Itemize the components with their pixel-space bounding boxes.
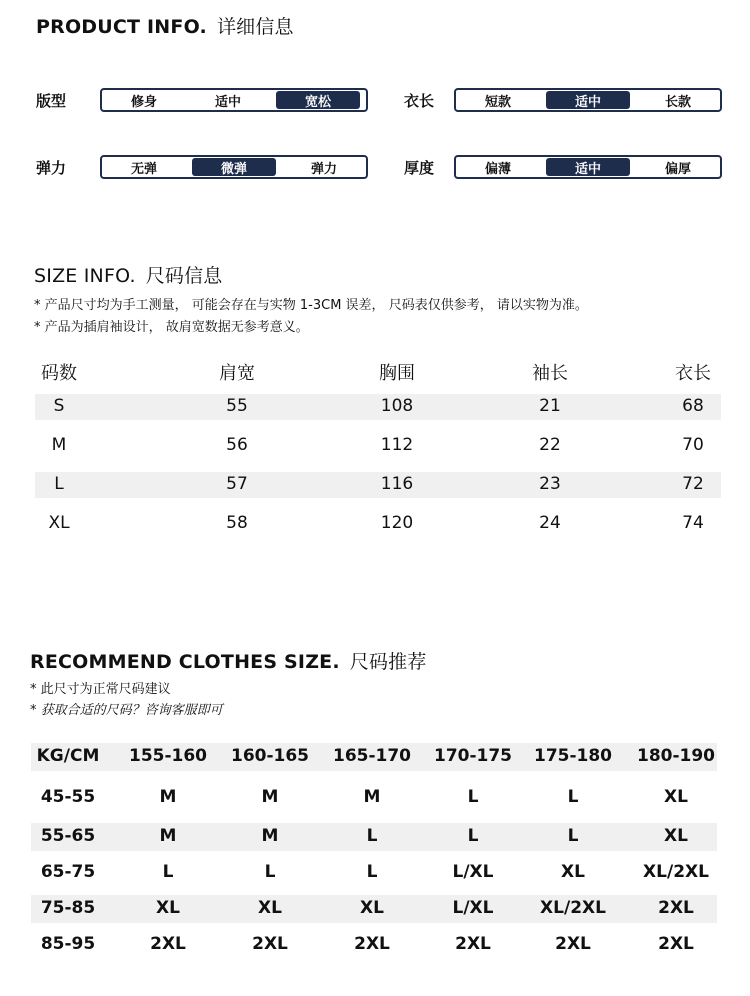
size-cell: 72 — [682, 474, 704, 494]
size-note: * 产品为插肩袖设计， 故肩宽数据无参考意义。 — [34, 320, 309, 335]
attribute-option: 长款 — [664, 94, 691, 110]
attribute-segment-control — [454, 88, 722, 112]
recommend-header-cell: 155-160 — [128, 746, 208, 766]
recommend-title-cn: 尺码推荐 — [349, 651, 427, 673]
recommend-weight-cell: 85-95 — [40, 934, 96, 954]
attribute-label: 衣长 — [404, 92, 435, 110]
attribute-segment-control — [454, 155, 722, 179]
size-cell: 70 — [682, 435, 704, 455]
attribute-option: 偏薄 — [484, 161, 511, 177]
size-header-cell: 肩宽 — [219, 363, 255, 384]
recommend-weight-cell: 55-65 — [40, 826, 96, 846]
recommend-size-cell: XL — [156, 898, 180, 918]
size-cell: 120 — [380, 513, 414, 533]
recommend-note: * 获取合适的尺码？咨询客服即可 — [30, 703, 223, 718]
recommend-header-cell: 170-175 — [433, 746, 513, 766]
recommend-size-cell: L — [467, 787, 479, 807]
attribute-option: 修身 — [130, 94, 157, 110]
attribute-option-selected: 微弹 — [192, 158, 276, 176]
recommend-size-cell: L/XL — [452, 898, 494, 918]
recommend-size-cell: 2XL — [658, 934, 694, 954]
attribute-label: 厚度 — [404, 159, 435, 177]
recommend-size-cell: XL — [664, 826, 688, 846]
size-cell: L — [54, 474, 64, 494]
attribute-option: 适中 — [214, 94, 241, 110]
recommend-size-cell: 2XL — [252, 934, 288, 954]
recommend-header-cell: 160-165 — [230, 746, 310, 766]
attribute-segment-control — [100, 155, 368, 179]
attribute-option: 无弹 — [130, 161, 157, 177]
recommend-size-cell: L — [467, 826, 479, 846]
recommend-size-cell: XL — [360, 898, 384, 918]
attribute-option: 弹力 — [310, 161, 337, 177]
recommend-weight-cell: 65-75 — [40, 862, 96, 882]
recommend-size-cell: L — [366, 862, 378, 882]
recommend-header-cell: 180-190 — [636, 746, 716, 766]
size-cell: 55 — [226, 396, 248, 416]
attribute-option-selected: 适中 — [546, 158, 630, 176]
attribute-option-selected: 适中 — [546, 91, 630, 109]
attribute-option: 偏厚 — [664, 161, 691, 177]
size-header-cell: 码数 — [41, 363, 77, 384]
recommend-size-cell: M — [261, 826, 279, 846]
recommend-size-cell: 2XL — [455, 934, 491, 954]
recommend-size-cell: M — [159, 787, 177, 807]
recommend-weight-cell: 45-55 — [40, 787, 96, 807]
recommend-header-cell: 165-170 — [332, 746, 412, 766]
size-cell: M — [51, 435, 67, 455]
size-cell: 74 — [682, 513, 704, 533]
recommend-size-cell: XL — [664, 787, 688, 807]
size-cell: 108 — [380, 396, 414, 416]
recommend-weight-cell: 75-85 — [40, 898, 96, 918]
recommend-size-cell: L — [264, 862, 276, 882]
size-row-band — [35, 472, 721, 498]
recommend-size-cell: XL/2XL — [643, 862, 709, 882]
recommend-size-cell: L — [567, 826, 579, 846]
recommend-size-cell: XL/2XL — [540, 898, 606, 918]
recommend-header-cell: 175-180 — [533, 746, 613, 766]
recommend-title-en: RECOMMEND CLOTHES SIZE. — [30, 651, 340, 673]
recommend-size-cell: M — [261, 787, 279, 807]
recommend-note: * 此尺寸为正常尺码建议 — [30, 682, 171, 697]
attribute-option: 短款 — [484, 94, 511, 110]
size-cell: 68 — [682, 396, 704, 416]
recommend-size-cell: 2XL — [658, 898, 694, 918]
recommend-size-cell: L/XL — [452, 862, 494, 882]
recommend-size-cell: M — [159, 826, 177, 846]
size-cell: 21 — [539, 396, 561, 416]
recommend-size-cell: XL — [258, 898, 282, 918]
recommend-title — [30, 647, 427, 674]
size-header-cell: 袖长 — [532, 363, 568, 384]
size-info-title-en: SIZE INFO. — [34, 265, 136, 287]
size-cell: 22 — [539, 435, 561, 455]
size-cell: 112 — [380, 435, 414, 455]
size-cell: 23 — [539, 474, 561, 494]
recommend-size-cell: M — [363, 787, 381, 807]
recommend-size-cell: 2XL — [150, 934, 186, 954]
size-cell: 24 — [539, 513, 561, 533]
recommend-size-cell: L — [366, 826, 378, 846]
product-info-title — [36, 12, 294, 39]
size-info-title — [34, 261, 223, 288]
size-header-cell: 胸围 — [379, 363, 415, 384]
recommend-header-cell: KG/CM — [36, 746, 100, 766]
product-info-title-en: PRODUCT INFO. — [36, 16, 207, 38]
size-cell: S — [53, 396, 65, 416]
recommend-size-cell: L — [162, 862, 174, 882]
size-info-title-cn: 尺码信息 — [145, 265, 223, 287]
recommend-size-cell: 2XL — [555, 934, 591, 954]
attribute-option-selected: 宽松 — [276, 91, 360, 109]
size-cell: 116 — [380, 474, 414, 494]
attribute-label: 弹力 — [36, 159, 67, 177]
recommend-size-cell: XL — [561, 862, 585, 882]
recommend-size-cell: L — [567, 787, 579, 807]
recommend-size-cell: 2XL — [354, 934, 390, 954]
size-cell: 56 — [226, 435, 248, 455]
size-cell: 57 — [226, 474, 248, 494]
attribute-label: 版型 — [36, 92, 67, 110]
size-row-band — [35, 394, 721, 420]
size-header-cell: 衣长 — [675, 363, 711, 384]
size-cell: XL — [48, 513, 70, 533]
attribute-segment-control — [100, 88, 368, 112]
product-info-title-cn: 详细信息 — [216, 16, 294, 38]
size-note: * 产品尺寸均为手工测量， 可能会存在与实物 1-3CM 误差， 尺码表仅供参考， 请以实物为准。 — [34, 298, 588, 313]
size-cell: 58 — [226, 513, 248, 533]
